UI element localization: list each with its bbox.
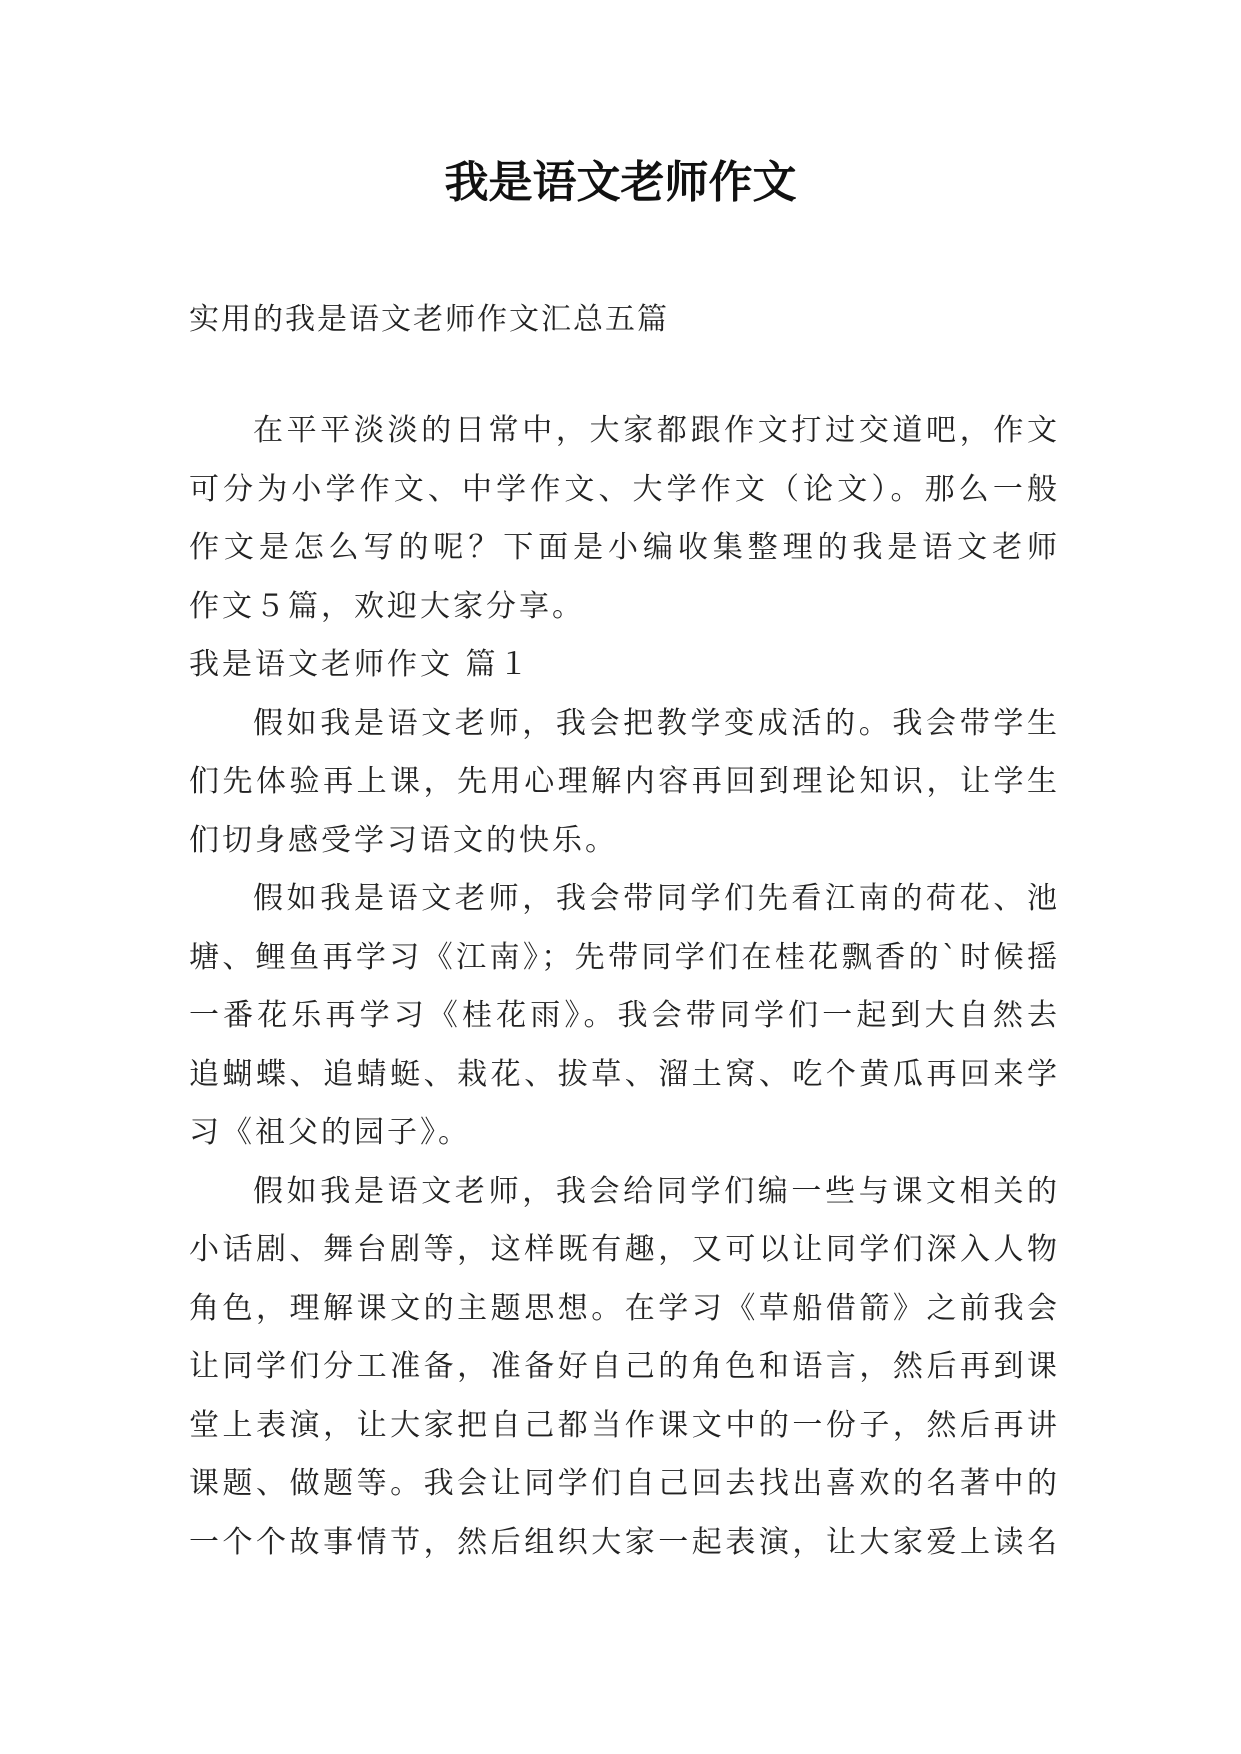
text-line: 可分为小学作文、中学作文、大学作文（论文）。那么一般 — [189, 471, 1057, 507]
section-heading: 我是语文老师作文 篇１ — [189, 647, 532, 682]
text-line: 课题、做题等。我会让同学们自己回去找出喜欢的名著中的 — [189, 1466, 1057, 1501]
text-line: 假如我是语文老师，我会给同学们编一些与课文相关的 — [253, 1173, 1057, 1209]
text-line: 一番花乐再学习《桂花雨》。我会带同学们一起到大自然去 — [189, 998, 1057, 1033]
text-line: 作文５篇，欢迎大家分享。 — [189, 588, 585, 624]
text-line: 习《祖父的园子》。 — [189, 1115, 471, 1150]
text-line: 堂上表演，让大家把自己都当作课文中的一份子，然后再讲 — [189, 1407, 1057, 1443]
text-line: 小话剧、舞台剧等，这样既有趣，又可以让同学们深入人物 — [189, 1232, 1057, 1267]
text-line: 塘、鲤鱼再学习《江南》；先带同学们在桂花飘香的`时候摇 — [189, 939, 1057, 975]
text-line: 们先体验再上课，先用心理解内容再回到理论知识，让学生 — [189, 764, 1057, 799]
text-line: 追蝴蝶、追蜻蜓、栽花、拔草、溜土窝、吃个黄瓜再回来学 — [189, 1056, 1057, 1092]
text-line: 们切身感受学习语文的快乐。 — [189, 822, 618, 858]
text-line: 假如我是语文老师，我会把教学变成活的。我会带学生 — [253, 705, 1057, 741]
text-line: 角色，理解课文的主题思想。在学习《草船借箭》之前我会 — [189, 1290, 1057, 1326]
document-title: 我是语文老师作文 — [444, 157, 797, 208]
text-line: 假如我是语文老师，我会带同学们先看江南的荷花、池 — [253, 881, 1057, 916]
document-body — [189, 402, 1057, 1572]
text-line: 一个个故事情节，然后组织大家一起表演，让大家爱上读名 — [189, 1524, 1057, 1560]
document-subtitle: 实用的我是语文老师作文汇总五篇 — [189, 302, 669, 337]
text-line: 在平平淡淡的日常中，大家都跟作文打过交道吧，作文 — [253, 413, 1057, 448]
text-line: 作文是怎么写的呢？下面是小编收集整理的我是语文老师 — [189, 530, 1057, 565]
text-line: 让同学们分工准备，准备好自己的角色和语言，然后再到课 — [189, 1349, 1057, 1384]
